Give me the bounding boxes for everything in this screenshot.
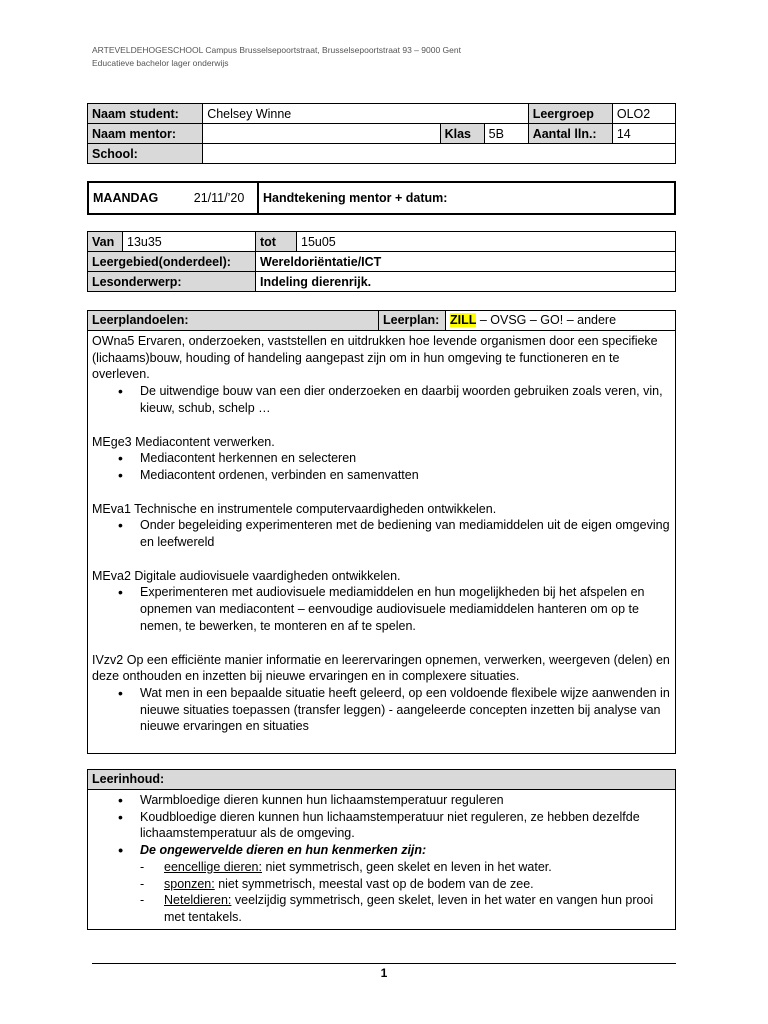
goal <box>92 568 671 635</box>
sub-item-text: niet symmetrisch, meestal vast op de bodem van de zee. <box>214 876 534 891</box>
sub-items <box>92 859 671 926</box>
day-date: 21/11/’20 <box>193 191 245 205</box>
list-item: • Mediacontent ordenen, verbinden en samenvatten <box>140 467 671 484</box>
mentor-label: Naam mentor: <box>88 124 203 144</box>
student-value: Chelsey Winne <box>203 104 529 124</box>
leerplan-label: Leerplan: <box>379 311 446 330</box>
leerinhoud-label: Leerinhoud: <box>92 772 165 786</box>
sub-item <box>92 892 671 925</box>
signature-label: Handtekening mentor + datum: <box>258 182 675 214</box>
student-info-table <box>87 103 676 164</box>
onderwerp-value: Indeling dierenrijk. <box>256 272 676 292</box>
list-item: • Onder begeleiding experimenteren met de bediening van mediamiddelen uit de eigen omgeving en leefwereld <box>140 517 671 550</box>
leerinhoud-box <box>87 769 676 930</box>
leergebied-value: Wereldoriëntatie/ICT <box>256 252 676 272</box>
day-name: MAANDAG <box>93 191 159 205</box>
leerinhoud-subheading: • De ongewervelde dieren en hun kenmerken zijn: <box>140 842 671 859</box>
goal-title: IVzv2 Op een efficiënte manier informatie en leerervaringen opnemen, verwerken, weergeven (delen) en deze onthouden en inzetten bij nieuwe ervaringen en in complexere situaties. <box>92 652 670 684</box>
list-item: • De uitwendige bouw van een dier onderzoeken en daarbij woorden gebruiken zoals veren, vin, kieuw, schub, schelp … <box>140 383 671 416</box>
program-name: Educatieve bachelor lager onderwijs <box>92 58 229 68</box>
leergroep-label: Leergroep <box>528 104 612 124</box>
goal-title: OWna5 Ervaren, onderzoeken, vaststellen en uitdrukken hoe levende organismen door een specifieke (lichaams)bouw, houding of handeling aangepast zijn om in hun omgeving te functioneren en te overleven. <box>92 334 658 382</box>
leerplan-zill: ZILL <box>450 313 477 327</box>
leerplandoelen-header <box>88 311 675 331</box>
page-number: 1 <box>380 966 388 980</box>
leerplandoelen-box <box>87 310 676 754</box>
school-value <box>203 144 676 164</box>
list-item: • Koudbloedige dieren kunnen hun lichaamstemperatuur niet reguleren, ze hebben dezelfde lichaamstemperatuur als de omgeving. <box>140 809 671 842</box>
van-value: 13u35 <box>123 232 256 252</box>
tot-label: tot <box>256 232 297 252</box>
sub-item-term: Neteldieren: <box>164 893 232 908</box>
doelen-label: Leerplandoelen: <box>88 311 379 330</box>
leergebied-label: Leergebied(onderdeel): <box>88 252 256 272</box>
document-header <box>92 44 461 70</box>
lln-value: 14 <box>612 124 675 144</box>
leerplan-rest: – OVSG – GO! – andere <box>476 313 617 327</box>
goals-list <box>88 331 675 754</box>
footer-line <box>92 963 676 964</box>
lln-label: Aantal lln.: <box>528 124 612 144</box>
leergroep-value: OLO2 <box>612 104 675 124</box>
onderwerp-label: Lesonderwerp: <box>88 272 256 292</box>
klas-label: Klas <box>440 124 484 144</box>
goal-title: MEge3 Mediacontent verwerken. <box>92 434 275 449</box>
lesson-table <box>87 231 676 292</box>
day-cell <box>88 182 258 214</box>
sub-item <box>92 859 671 876</box>
van-label: Van <box>88 232 123 252</box>
sub-item <box>92 876 671 893</box>
sub-item-term: sponzen: <box>164 876 215 891</box>
school-label: School: <box>88 144 203 164</box>
sub-item-term: eencellige dieren: <box>164 859 262 874</box>
student-label: Naam student: <box>88 104 203 124</box>
sub-item-text: veelzijdig symmetrisch, geen skelet, leven in het water en vangen hun prooi met tentakels. <box>164 893 654 924</box>
goal <box>92 333 671 417</box>
leerplan-options <box>446 311 675 330</box>
sub-item-text: niet symmetrisch, geen skelet en leven in het water. <box>262 859 552 874</box>
mentor-value <box>203 124 440 144</box>
leerinhoud-header <box>88 770 675 790</box>
list-item: • Experimenteren met audiovisuele mediamiddelen en hun mogelijkheden bij het afspelen en opnemen van mediacontent – eenvoudige audiovisuele mediamiddelen hanteren om op te nemen, te bewerken, te monteren en af te spelen. <box>140 584 671 634</box>
goal <box>92 652 671 736</box>
list-item: • Mediacontent herkennen en selecteren <box>140 450 671 467</box>
goal-title: MEva2 Digitale audiovisuele vaardigheden ontwikkelen. <box>92 568 401 583</box>
list-item: • Wat men in een bepaalde situatie heeft geleerd, op een voldoende flexibele wijze aanwenden in nieuwe situaties toepassen (transfer leggen) - aangeleerde concepten inzetten bij analyse van nieuwe ervaringen en situaties <box>140 685 671 735</box>
goal <box>92 501 671 551</box>
list-item: • Warmbloedige dieren kunnen hun lichaamstemperatuur reguleren <box>140 792 671 809</box>
klas-value: 5B <box>484 124 528 144</box>
tot-value: 15u05 <box>297 232 676 252</box>
school-address: ARTEVELDEHOGESCHOOL Campus Brusselsepoortstraat, Brusselsepoortstraat 93 – 9000 Gent <box>92 45 461 55</box>
goal <box>92 434 671 484</box>
day-table <box>87 181 676 215</box>
goal-title: MEva1 Technische en instrumentele computervaardigheden ontwikkelen. <box>92 501 497 516</box>
leerinhoud-content <box>88 790 675 928</box>
